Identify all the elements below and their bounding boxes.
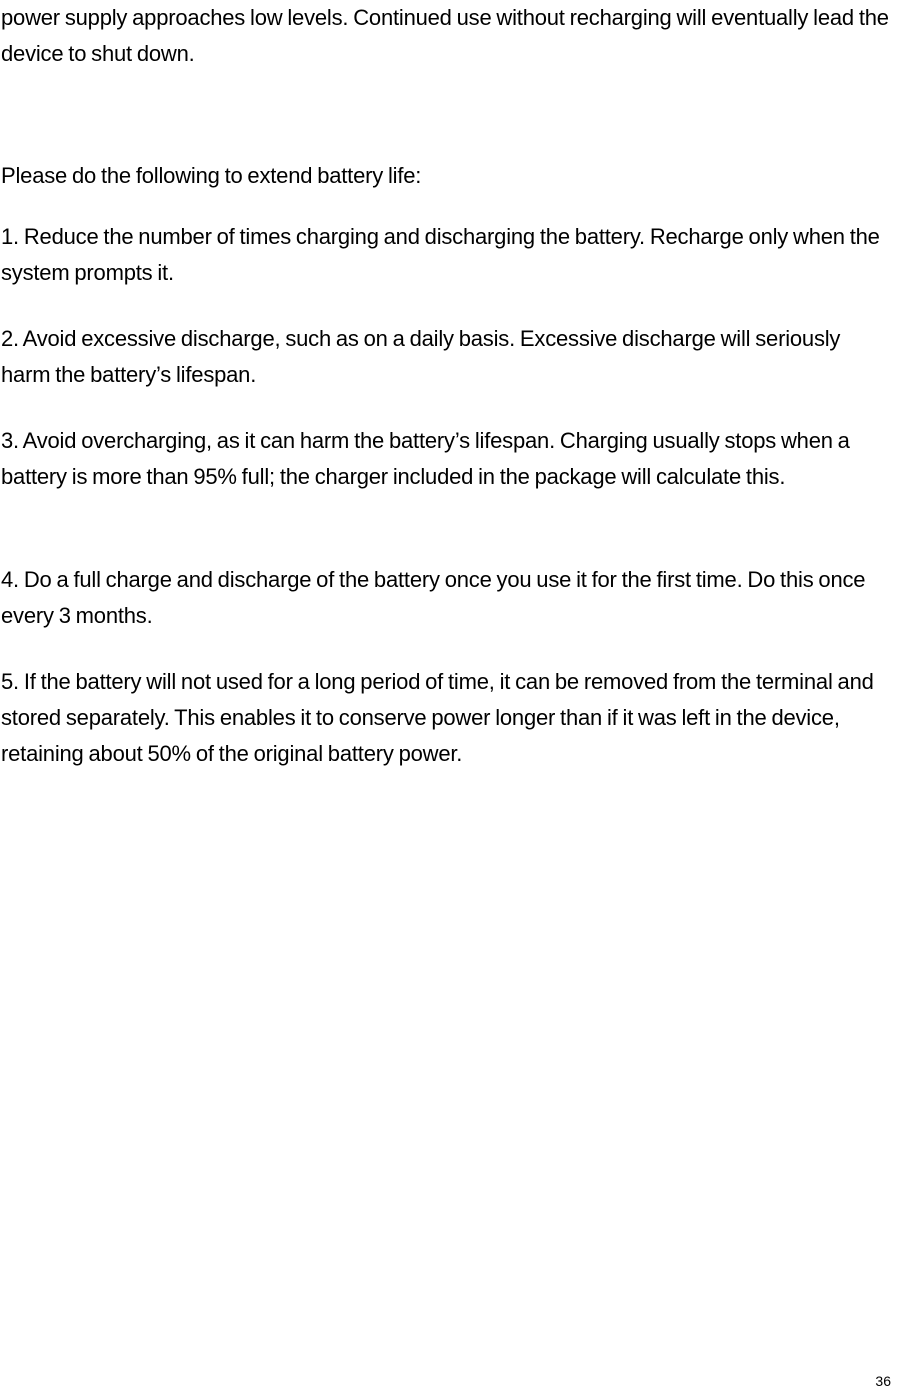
list-item-2: 2. Avoid excessive discharge, such as on a daily basis. Excessive discharge will seriously harm the battery’s lifespan.: [1, 326, 841, 387]
instructions-heading: Please do the following to extend battery life:: [1, 163, 422, 188]
list-item-1: 1. Reduce the number of times charging and discharging the battery. Recharge only when the system prompts it.: [1, 224, 880, 285]
list-item-3: 3. Avoid overcharging, as it can harm the battery’s lifespan. Charging usually stops when a battery is more than 95% full; the charger included in the package will calculate this.: [1, 428, 850, 489]
intro-paragraph: power supply approaches low levels. Continued use without recharging will eventually lead the device to shut down.: [1, 5, 889, 66]
list-item-4: 4. Do a full charge and discharge of the battery once you use it for the first time. Do this once every 3 months.: [1, 567, 866, 628]
list-item-5: 5. If the battery will not used for a long period of time, it can be removed from the terminal and stored separately. This enables it to conserve power longer than if it was left in the device, retaining about 50% of the original battery power.: [1, 669, 874, 766]
page-number: 36: [875, 1373, 891, 1389]
